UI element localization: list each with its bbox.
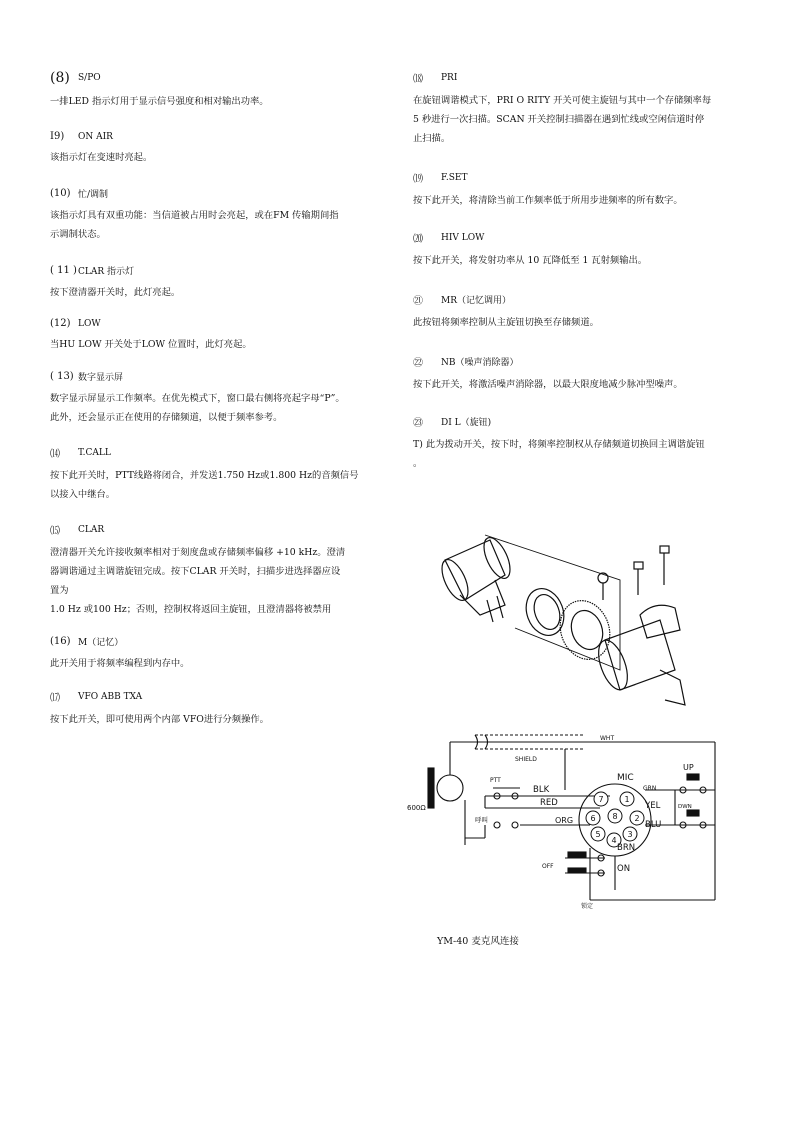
section bbox=[50, 689, 380, 729]
section-number: (16) bbox=[50, 636, 71, 647]
section-title: T.CALL bbox=[78, 447, 111, 458]
section-heading bbox=[50, 370, 380, 383]
section-body bbox=[413, 191, 743, 210]
body-line: 当HU LOW 开关处于LOW 位置时，此灯亮起。 bbox=[50, 339, 252, 350]
yel-label: YEL bbox=[645, 801, 661, 811]
section-heading bbox=[50, 187, 380, 200]
section-number: ⒂ bbox=[50, 526, 60, 537]
section-title: VFO ABB TXA bbox=[78, 691, 143, 702]
section-body bbox=[50, 543, 380, 619]
section bbox=[50, 70, 380, 111]
section bbox=[50, 187, 380, 244]
figure-caption: YM-40 麦克风连接 bbox=[437, 936, 519, 947]
pin-8: 8 bbox=[612, 812, 618, 821]
body-line: 此外，还会显示正在使用的存储频道，以便于频率参考。 bbox=[50, 412, 283, 423]
body-line: 5 秒进行一次扫描。SCAN 开关控制扫描器在遇到忙线或空闲信道时停 bbox=[413, 114, 705, 125]
section-body bbox=[50, 92, 380, 111]
section-body bbox=[50, 710, 380, 729]
hujiao-label: 呼叫 bbox=[475, 816, 488, 824]
mic-wiring-schematic bbox=[405, 730, 730, 910]
section-number: ⒆ bbox=[413, 174, 423, 185]
section bbox=[50, 264, 380, 302]
lock-label: 锁定 bbox=[581, 903, 594, 910]
body-line: 按下此开关，将发射功率从 10 瓦降低至 1 瓦射频输出。 bbox=[413, 255, 648, 266]
body-line: 按下此开关时，PTT线路将闭合，并发送1.750 Hz或1.800 Hz的音频信号 bbox=[50, 470, 359, 481]
section-number: ㉑ bbox=[413, 296, 423, 307]
dwn-label: DWN bbox=[678, 804, 692, 810]
body-line: 按下澄清器开关时，此灯亮起。 bbox=[50, 287, 181, 298]
left-column bbox=[50, 70, 380, 729]
section-number: I9) bbox=[50, 131, 65, 142]
section-title: CLAR 指示灯 bbox=[78, 267, 134, 277]
section-number: (8) bbox=[50, 70, 70, 86]
section-title: LOW bbox=[78, 318, 101, 329]
connector-exploded-illustration bbox=[435, 520, 705, 720]
body-line: 按下此开关，将激活噪声消除器，以最大限度地减少脉冲型噪声。 bbox=[413, 379, 683, 390]
section-title: NB（噪声消除器） bbox=[441, 358, 519, 368]
section-body bbox=[50, 466, 380, 504]
section-title: 忙/调制 bbox=[78, 190, 109, 200]
body-line: 此开关用于将频率编程到内存中。 bbox=[50, 658, 190, 669]
section bbox=[50, 131, 380, 167]
section-number: ⒄ bbox=[50, 693, 60, 704]
section-heading bbox=[413, 230, 743, 245]
red-label: RED bbox=[540, 798, 558, 808]
section-title: S/PO bbox=[78, 73, 101, 83]
shield-label: SHIELD bbox=[515, 756, 537, 763]
section-body bbox=[50, 283, 380, 302]
body-line: 器调谐通过主调谐旋钮完成。按下CLAR 开关时，扫描步进选择器应设 bbox=[50, 566, 341, 577]
section-title: ON AIR bbox=[78, 131, 113, 142]
section-number: ㉓ bbox=[413, 418, 423, 429]
blk-label: BLK bbox=[533, 785, 550, 795]
section-title: DI L（旋钮) bbox=[441, 418, 492, 428]
section-body bbox=[413, 251, 743, 270]
ptt-label: PTT bbox=[490, 777, 501, 784]
body-line: 该指示灯在变速时亮起。 bbox=[50, 152, 153, 163]
body-line: 止扫描。 bbox=[413, 133, 451, 144]
section-heading bbox=[50, 70, 380, 86]
section-title: CLAR bbox=[78, 524, 105, 535]
section-number: ( 11 ) bbox=[50, 265, 77, 276]
up-label: UP bbox=[683, 763, 694, 772]
section-heading bbox=[413, 70, 743, 85]
mic-label: MIC bbox=[617, 773, 634, 783]
section bbox=[413, 292, 743, 332]
section-body bbox=[413, 313, 743, 332]
section-body bbox=[413, 435, 743, 473]
body-line: 在旋钮调谐模式下，PRI O RITY 开关可使主旋钮与其中一个存储频率每 bbox=[413, 95, 712, 106]
section-body bbox=[50, 389, 380, 427]
grn-label: GRN bbox=[643, 785, 657, 792]
body-line: 数字显示屏显示工作频率。在优先模式下，窗口最右侧将亮起字母“P”。 bbox=[50, 393, 345, 404]
pin-5: 5 bbox=[595, 830, 601, 839]
body-line: 此按钮将频率控制从主旋钮切换至存储频道。 bbox=[413, 317, 599, 328]
section-number: ( 13) bbox=[50, 371, 74, 382]
body-line: T) 此为拨动开关，按下时，将频率控制权从存储频道切换回主调谐旋钮 bbox=[413, 439, 705, 450]
section-number: ⒁ bbox=[50, 449, 60, 460]
section-body bbox=[413, 375, 743, 394]
body-line: 1.0 Hz 或100 Hz；否则，控制权将返回主旋钮，且澄清器将被禁用 bbox=[50, 604, 332, 615]
on-label: ON bbox=[617, 864, 631, 874]
section-number: ⒅ bbox=[413, 74, 423, 85]
org-label: ORG bbox=[555, 816, 574, 825]
pin-3: 3 bbox=[627, 830, 633, 839]
pin-7: 7 bbox=[598, 795, 604, 804]
pin-1: 1 bbox=[624, 795, 630, 804]
section-body bbox=[50, 654, 380, 673]
body-line: 按下此开关，即可使用两个内部 VFO进行分频操作。 bbox=[50, 714, 269, 725]
body-line: 置为 bbox=[50, 585, 69, 596]
pin-4: 4 bbox=[611, 836, 617, 845]
section-heading bbox=[50, 131, 380, 142]
section-heading bbox=[50, 445, 380, 460]
section-heading bbox=[50, 635, 380, 648]
wht-label: WHT bbox=[600, 735, 615, 742]
pin-6: 6 bbox=[590, 814, 596, 823]
section bbox=[413, 230, 743, 270]
body-line: 澄清器开关允许接收频率相对于刻度盘或存储频率偏移 +10 kHz。澄清 bbox=[50, 547, 346, 558]
section-body bbox=[50, 148, 380, 167]
blu-label: BLU bbox=[645, 820, 662, 830]
section-title: 数字显示屏 bbox=[78, 373, 124, 383]
section-title: M（记忆） bbox=[78, 638, 124, 648]
body-line: 示调制状态。 bbox=[50, 229, 106, 240]
section-heading bbox=[50, 689, 380, 704]
section bbox=[413, 354, 743, 394]
section bbox=[50, 318, 380, 354]
section bbox=[413, 414, 743, 473]
body-line: 以接入中继台。 bbox=[50, 489, 116, 500]
section-body bbox=[50, 206, 380, 244]
section-heading bbox=[413, 170, 743, 185]
section-heading bbox=[50, 264, 380, 277]
body-line: 一排LED 指示灯用于显示信号强度和相对输出功率。 bbox=[50, 96, 269, 107]
section bbox=[50, 522, 380, 619]
off-label: OFF bbox=[542, 863, 554, 870]
section-number: (12) bbox=[50, 318, 71, 329]
brn-label: BRN bbox=[617, 843, 636, 853]
section bbox=[50, 635, 380, 673]
section bbox=[50, 445, 380, 504]
section bbox=[413, 170, 743, 210]
body-line: 。 bbox=[413, 458, 423, 469]
section-heading bbox=[413, 414, 743, 429]
section-title: HIV LOW bbox=[441, 232, 485, 243]
section-title: F.SET bbox=[441, 172, 468, 183]
ohm-label: 600Ω bbox=[407, 804, 426, 812]
section-title: PRI bbox=[441, 72, 458, 83]
section-heading bbox=[50, 522, 380, 537]
section-heading bbox=[50, 318, 380, 329]
section-number: (10) bbox=[50, 188, 71, 199]
section-number: ㉒ bbox=[413, 358, 423, 369]
section bbox=[50, 370, 380, 427]
body-line: 按下此开关，将清除当前工作频率低于所用步进频率的所有数字。 bbox=[413, 195, 683, 206]
section-title: MR（记忆调用） bbox=[441, 296, 511, 306]
section-body bbox=[413, 91, 743, 148]
section-number: ⒇ bbox=[413, 234, 423, 245]
section-body bbox=[50, 335, 380, 354]
right-column bbox=[413, 70, 743, 473]
body-line: 该指示灯具有双重功能：当信道被占用时会亮起，或在FM 传输期间指 bbox=[50, 210, 339, 221]
section-heading bbox=[413, 354, 743, 369]
section bbox=[413, 70, 743, 148]
section-heading bbox=[413, 292, 743, 307]
pin-2: 2 bbox=[634, 814, 640, 823]
